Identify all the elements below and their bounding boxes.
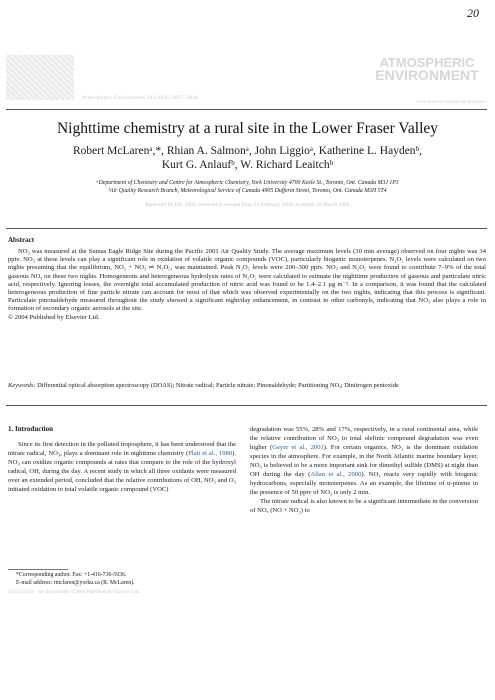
keywords-label: Keywords:	[8, 382, 36, 389]
right-column	[250, 425, 478, 515]
journal-name-line2: ENVIRONMENT	[375, 67, 479, 83]
abstract-rule-bottom	[6, 405, 487, 406]
keywords-text: Differential optical absorption spectroscopy (DOAS); Nitrate radical; Particle nitrate; Pinonaldehyde; Partitioning NOᵧ; Dinitrogen pentoxide	[37, 382, 399, 389]
author-list	[0, 144, 495, 172]
affiliation-b: ᵇAir Quality Research Branch, Meteorological Service of Canada 4905 Dufferin Street, Toronto, Ont. Canada M3H 5T4	[108, 187, 387, 194]
citation-link[interactable]: Geyer et al., 2001	[272, 444, 324, 451]
received-dates: Received 16 July 2003; received in revised form 24 February 2004; accepted 10 March 2004	[145, 202, 350, 208]
author-line-2: Kurt G. Anlaufᵇ, W. Richard Leaitchᵇ	[161, 159, 334, 171]
page-number: 20	[467, 6, 479, 20]
affiliation-a: ᵃDepartment of Chemistry and Centre for Atmospheric Chemistry, York University 4700 Keele St., Toronto, Ont. Canada M3J 1P3	[96, 180, 399, 186]
intro-paragraph-1-cont	[250, 425, 478, 497]
abstract-text: NO₃ was measured at the Sumas Eagle Ridge Site during the Pacific 2001 Air Quality Study. The average maximum levels (30 min average) observed on four nights was 34 pptv. NO₃ at these levels can play a significant role in oxidation of volatile organic compounds (VOC), particularly biogenic monoterpenes. N₂O₅ levels were calculated on two nights presuming that the equilibrium, NO₂ + NO₃ ⇌ N₂O₅, was maintained. Peak N₂O₅ levels were 200–300 pptv. NO₃ and N₂O₅ were found to contribute 7–9% of the total gaseous NOᵧ on these two nights. Homogeneous and heterogeneous hydrolysis rates of N₂O₅ were calculated to estimate the nighttime production of gaseous and particulate nitric acid, respectively. Ignoring losses, the overnight total accumulated production of nitric acid was found to be 1.4–2.1 μg m⁻³. In a comparison, it was found that the calculated heterogeneous production of fine particle nitrate can account for most of that which was observed experimentally on the two nights, indicating that this process is significant. Particulate pinonaldehyde measured throughout the study showed a significant night/day enhancement, in contrast to other carbonyls, indicating that NO₃ also plays a role in formation of secondary organic aerosols at the site.	[8, 248, 486, 313]
left-column	[8, 440, 236, 494]
header-rule	[6, 109, 487, 110]
intro-text: ). For certain organics, NO₃ is the dominant oxidation species in the atmosphere. For example, in the North Atlantic marine boundary layer, NO₃ is believed to be a more important sink for dimethyl sulfide (DMS) at night than OH during the day (	[250, 444, 478, 478]
affiliations	[20, 180, 475, 195]
footnote	[8, 571, 236, 587]
intro-text: degradation was 55%, 28% and 17%, respectively, in a rural continental area, while the relative contribution of NO₃ to total olefinic compound degradation was even higher (	[250, 426, 478, 451]
journal-name	[367, 57, 487, 97]
section-heading: 1. Introduction	[8, 425, 53, 433]
journal-url: www.elsevier.com/locate/atmosenv	[416, 100, 487, 105]
intro-paragraph-2: The nitrate radical is also known to be a significant intermediate in the conversion of NOₓ (NO + NO₂) to	[250, 498, 478, 514]
copyright-line: 1352-2310/$ - see front matter © 2004 Published by Elsevier Ltd.	[8, 590, 140, 595]
intro-paragraph-1	[8, 440, 236, 494]
abstract-copyright: © 2004 Published by Elsevier Ltd.	[8, 313, 100, 321]
footnote-rule	[8, 569, 68, 570]
publisher-logo	[6, 55, 74, 100]
intro-text: Since its first detection in the polluted troposphere, it has been understood that the nitrate radical, NO₃, plays a dominant role in nighttime chemistry (	[8, 441, 236, 457]
keywords	[8, 382, 486, 390]
author-line-1: Robert McLarenᵃ,*, Rhian A. Salmonᵃ, John Liggioᵃ, Katherine L. Haydenᵇ,	[73, 145, 422, 157]
article-title: Nighttime chemistry at a rural site in the Lower Fraser Valley	[56, 120, 439, 137]
journal-citation: Atmospheric Environment 38 (2004) 3837–3848	[82, 95, 199, 101]
journal-name-line1: ATMOSPHERIC	[379, 55, 475, 70]
abstract-body	[8, 248, 486, 322]
citation-link[interactable]: Allan et al., 2000	[310, 471, 362, 478]
intro-text: ). NO₃ reacts very rapidly with biogenic hydrocarbons, especially monoterpenes. As an example, the lifetime of α-pinene in the presence of 50 pptv of NO₃ is only 2 min.	[250, 471, 478, 496]
intro-text: ). NO₃ can oxidize organic compounds at rates that compare to the role of the hydroxyl radical, OH, during the day. A recent study in which all three oxidants were measured over an extended period, concluded that the relative contributions of OH, NO₃ and O₃ initiated oxidation to total volatile organic compound (VOC)	[8, 450, 236, 493]
email-address: E-mail address: rmclaren@yorku.ca (R. McLaren).	[16, 580, 135, 586]
abstract-heading: Abstract	[8, 236, 35, 244]
citation-link[interactable]: Platt et al., 1980	[188, 450, 233, 457]
abstract-rule-top	[6, 228, 487, 229]
corresponding-author: *Corresponding author. Fax: +1-416-736-5936.	[16, 572, 127, 578]
